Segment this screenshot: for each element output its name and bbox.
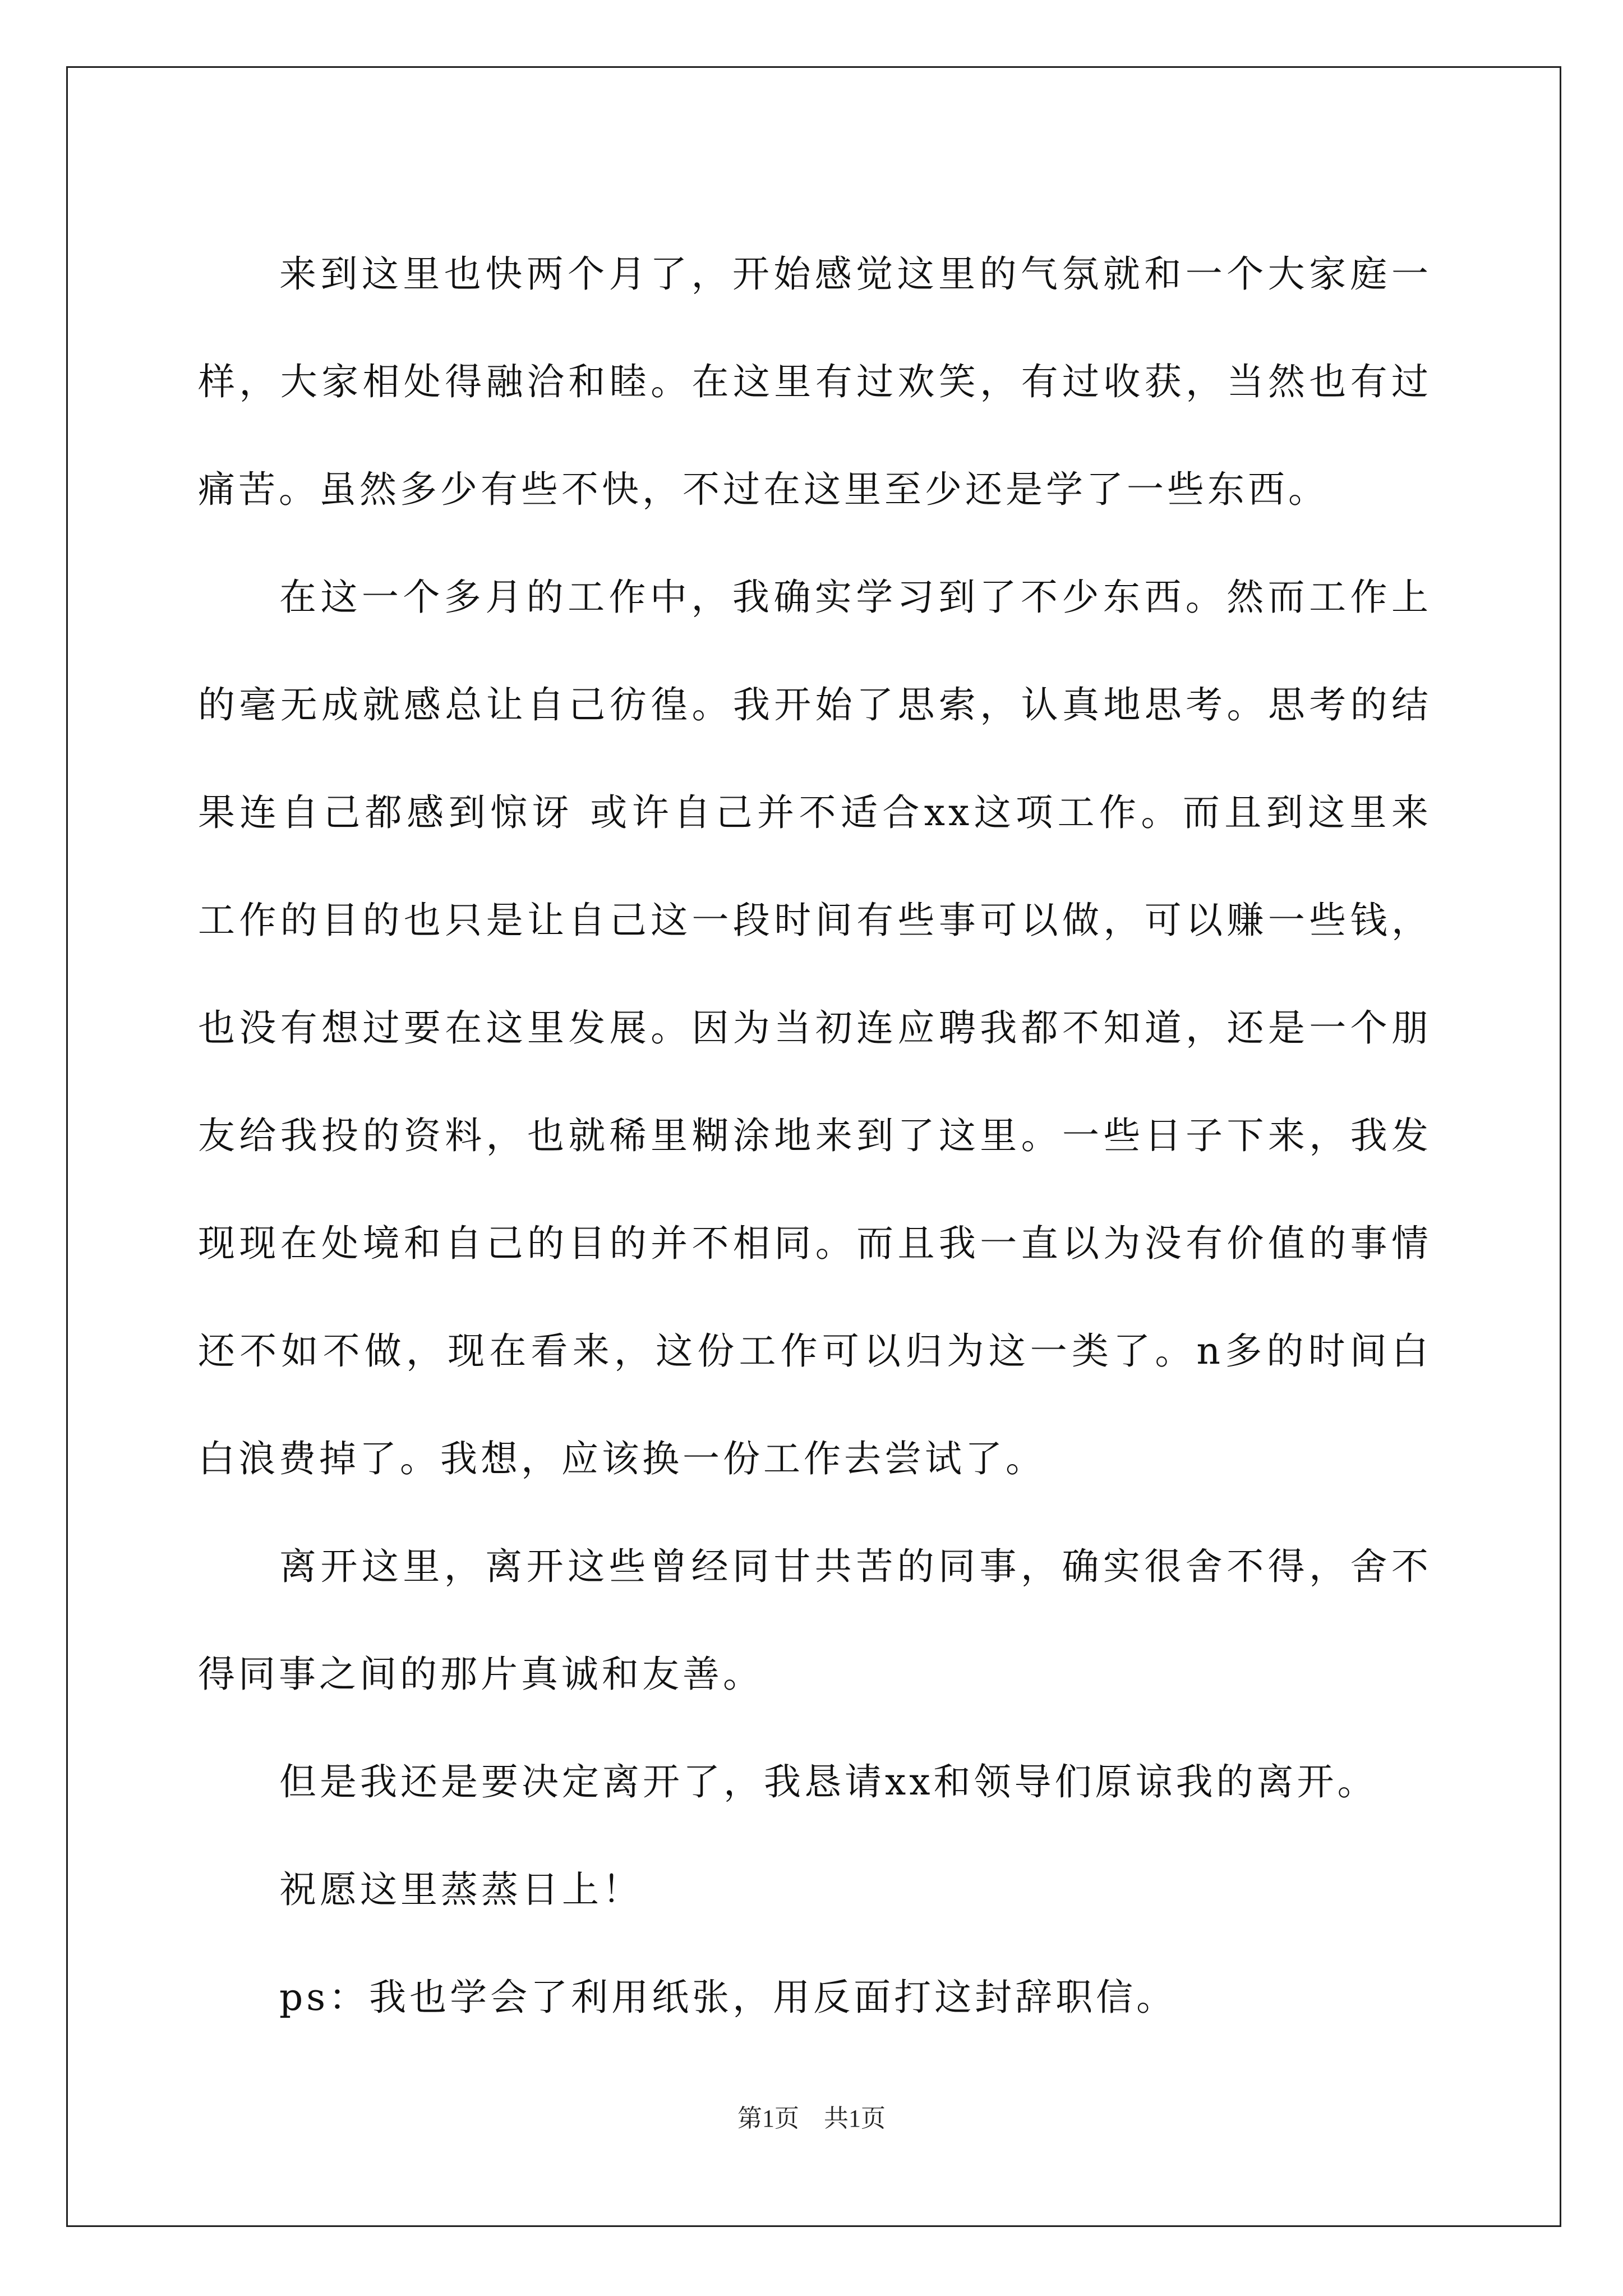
- page-number-footer: 第1页 共1页: [737, 2105, 886, 2132]
- paragraph-1: 来到这里也快两个月了，开始感觉这里的气氛就和一个大家庭一样，大家相处得融洽和睦。在这里有过欢笑，有过收获，当然也有过痛苦。虽然多少有些不快，不过在这里至少还是学了一些东西。: [198, 252, 1432, 511]
- paragraph-2: 在这一个多月的工作中，我确实学习到了不少东西。然而工作上的毫无成就感总让自己彷徨。我开始了思索，认真地思考。思考的结果连自己都感到惊讶 或许自己并不适合xx这项工作。而且到这里来工作的目的也只是让自己这一段时间有些事可以做，可以赚一些钱，也没有想过要在这里发展。因为当初连应聘我都不知道，还是一个朋友给我投的资料，也就稀里糊涂地来到了这里。一些日子下来，我发现现在处境和自己的目的并不相同。而且我一直以为没有价值的事情还不如不做，现在看来，这份工作可以归为这一类了。n多的时间白白浪费掉了。我想，应该换一份工作去尝试了。: [198, 576, 1432, 1480]
- paragraph-6: ps：我也学会了利用纸张，用反面打这封辞职信。: [279, 1976, 1177, 2019]
- paragraph-4: 但是我还是要决定离开了，我恳请xx和领导们原谅我的离开。: [279, 1760, 1378, 1803]
- paragraph-5: 祝愿这里蒸蒸日上！: [279, 1868, 643, 1911]
- paragraph-3: 离开这里，离开这些曾经同甘共苦的同事，确实很舍不得，舍不得同事之间的那片真诚和友善。: [198, 1545, 1432, 1696]
- document-body: [198, 220, 1432, 2051]
